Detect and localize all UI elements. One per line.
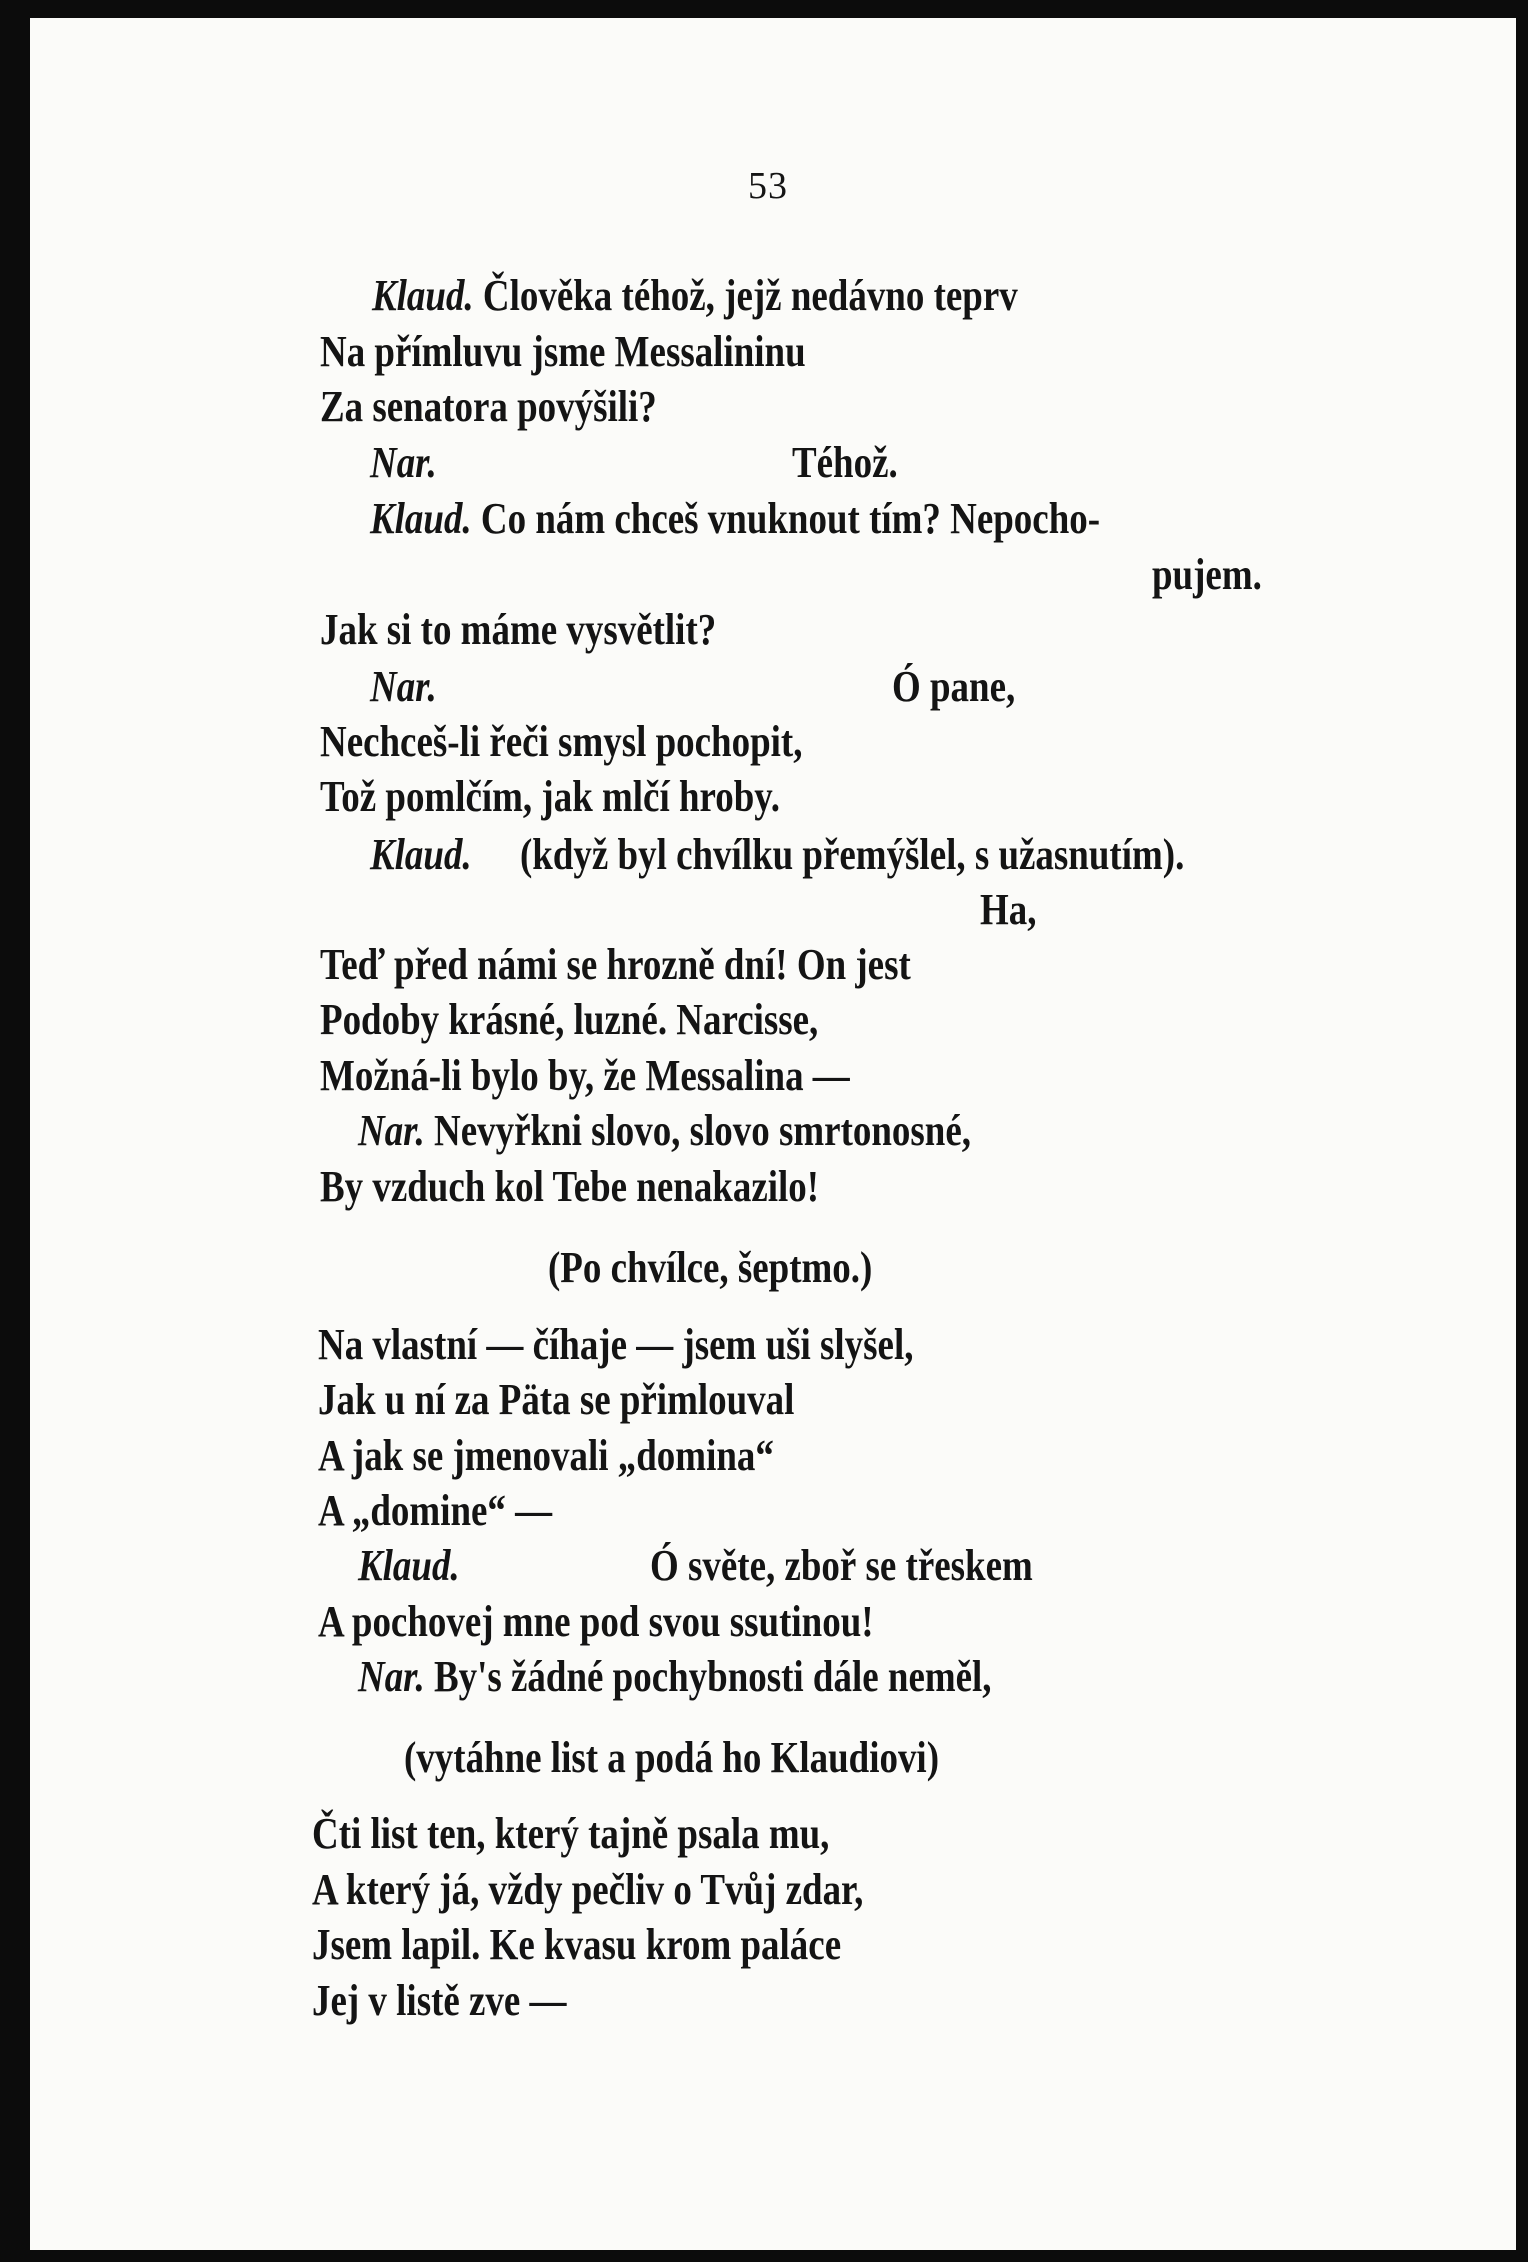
verse-line <box>372 271 1018 320</box>
book-page <box>30 18 1516 2250</box>
verse-text: Jsem lapil. Ke kvasu krom paláce <box>312 1920 842 1969</box>
verse-line <box>312 1920 842 1969</box>
verse-line <box>320 772 780 821</box>
verse-text: Jak si to máme vysvětlit? <box>320 605 717 654</box>
verse-line <box>312 1976 567 2025</box>
verse-text: Na vlastní — číhaje — jsem uši slyšel, <box>318 1320 914 1369</box>
verse-text: A pochovej mne pod svou ssutinou! <box>318 1597 874 1646</box>
speaker-name: Klaud. <box>370 830 472 879</box>
verse-text: By's žádné pochybnosti dále neměl, <box>434 1652 992 1701</box>
speaker-name: Nar. <box>370 438 437 487</box>
speaker-name: Klaud. <box>358 1541 460 1590</box>
verse-text: Jak u ní za Päta se přimlouval <box>318 1375 795 1424</box>
stage-direction <box>404 1733 940 1782</box>
verse-line <box>320 940 911 989</box>
verse-text: A jak se jmenovali „domina“ <box>318 1431 774 1480</box>
speaker-name: Nar. <box>358 1106 425 1155</box>
verse-line <box>892 662 1016 711</box>
verse-line <box>980 885 1037 934</box>
speaker-name: Nar. <box>370 662 437 711</box>
verse-line <box>312 1809 830 1858</box>
verse-line <box>370 494 1101 543</box>
verse-line <box>358 1106 971 1155</box>
verse-line <box>1152 550 1262 599</box>
stage-direction <box>548 1243 873 1292</box>
verse-text: By vzduch kol Tebe nenakazilo! <box>320 1162 820 1211</box>
verse-text: Čti list ten, který tajně psala mu, <box>312 1809 830 1858</box>
verse-text: A který já, vždy pečliv o Tvůj zdar, <box>312 1865 864 1914</box>
verse-text: Ó pane, <box>892 662 1016 711</box>
verse-line <box>370 662 437 711</box>
verse-text: Tož pomlčím, jak mlčí hroby. <box>320 772 780 821</box>
verse-text: Na přímluvu jsme Messalininu <box>320 327 806 376</box>
verse-line <box>320 717 803 766</box>
page-number: 53 <box>748 165 788 207</box>
stage-direction <box>520 830 1185 879</box>
verse-text: Teď před námi se hrozně dní! On jest <box>320 940 911 989</box>
verse-text: Možná-li bylo by, že Messalina — <box>320 1051 850 1100</box>
verse-line <box>320 382 657 431</box>
verse-text: A „domine“ — <box>318 1486 553 1535</box>
stage-direction-text: (vytáhne list a podá ho Klaudiovi) <box>404 1733 940 1782</box>
verse-line <box>358 1541 460 1590</box>
verse-text: Ó světe, zboř se třeskem <box>650 1541 1033 1590</box>
verse-text: Podoby krásné, luzné. Narcisse, <box>320 995 819 1044</box>
verse-text: Nechceš-li řeči smysl pochopit, <box>320 717 803 766</box>
verse-text: Za senatora povýšili? <box>320 382 657 431</box>
verse-text: Nevyřkni slovo, slovo smrtonosné, <box>434 1106 971 1155</box>
verse-line <box>318 1486 553 1535</box>
verse-line <box>318 1431 774 1480</box>
verse-line <box>320 995 819 1044</box>
verse-line <box>358 1652 992 1701</box>
verse-line <box>318 1597 874 1646</box>
verse-line <box>370 438 437 487</box>
verse-line <box>320 605 717 654</box>
verse-text: Ha, <box>980 885 1037 934</box>
verse-line <box>792 438 898 487</box>
speaker-name: Nar. <box>358 1652 425 1701</box>
verse-text: Téhož. <box>792 438 898 487</box>
speaker-name: Klaud. <box>370 494 472 543</box>
speaker-name: Klaud. <box>372 271 474 320</box>
verse-line <box>318 1375 795 1424</box>
verse-text: Jej v listě zve — <box>312 1976 567 2025</box>
verse-text: pujem. <box>1152 550 1262 599</box>
verse-line <box>370 830 472 879</box>
stage-direction-text: (když byl chvílku přemýšlel, s užasnutím). <box>520 830 1185 879</box>
verse-line <box>318 1320 914 1369</box>
verse-line <box>320 1051 850 1100</box>
verse-text: Člověka téhož, jejž nedávno teprv <box>482 271 1018 320</box>
verse-line <box>320 327 806 376</box>
verse-line <box>650 1541 1033 1590</box>
verse-line <box>312 1865 864 1914</box>
verse-text: Co nám chceš vnuknout tím? Nepocho- <box>480 494 1101 543</box>
verse-line <box>320 1162 820 1211</box>
stage-direction-text: (Po chvílce, šeptmo.) <box>548 1243 873 1292</box>
